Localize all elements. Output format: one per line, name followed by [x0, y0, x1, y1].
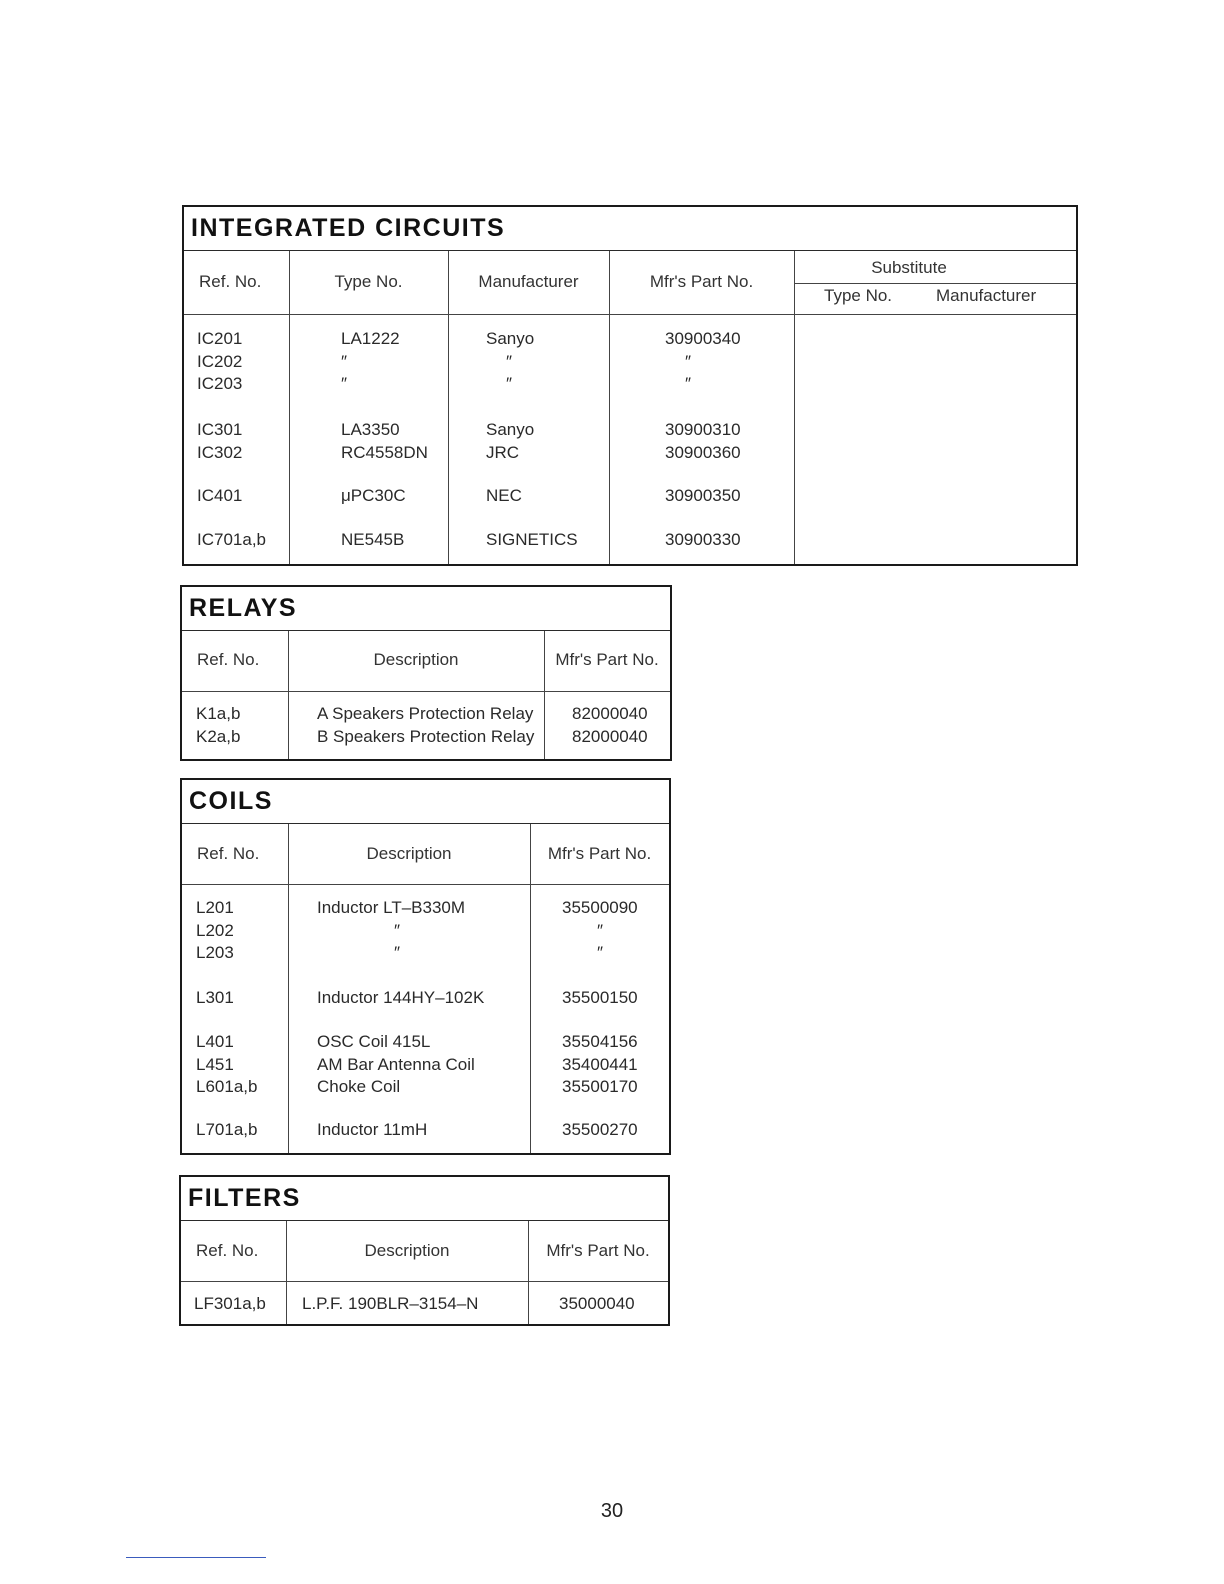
ic-group-1-type	[341, 328, 400, 396]
integrated-circuits-table	[182, 205, 1078, 566]
filters-header-description: Description	[364, 1241, 450, 1260]
description-cell: Inductor 11mH	[317, 1120, 428, 1139]
ref-cell: K1a,b	[196, 704, 241, 723]
ic-header-sub-manufacturer: Manufacturer	[936, 286, 1037, 305]
description-cell: L.P.F. 190BLR–3154–N	[302, 1294, 479, 1313]
ic-header-manufacturer: Manufacturer	[478, 272, 579, 291]
description-cell: ″	[394, 920, 401, 940]
ic-group-3-ref	[197, 485, 242, 508]
ic-group-1-part	[665, 328, 741, 396]
ic-group-3-type	[341, 485, 406, 508]
manufacturer-cell: Sanyo	[486, 329, 535, 348]
manufacturer-cell: ″	[506, 351, 513, 371]
manufacturer-cell: SIGNETICS	[486, 530, 578, 549]
ic-group-1-ref	[197, 328, 242, 396]
filters-group-1-desc	[302, 1293, 478, 1316]
description-cell: OSC Coil 415L	[317, 1032, 431, 1051]
coils-table	[180, 778, 671, 1155]
relays-header-mfr-part-no: Mfr's Part No.	[555, 650, 659, 669]
ref-cell: IC202	[197, 351, 243, 371]
part-cell: 35500270	[562, 1120, 638, 1139]
coils-group-2-part	[562, 987, 638, 1010]
part-cell: 30900340	[665, 329, 741, 348]
part-cell: 35000040	[559, 1294, 635, 1313]
manufacturer-cell: Sanyo	[486, 420, 535, 439]
type-cell: ″	[341, 351, 348, 371]
ref-cell: K2a,b	[196, 726, 241, 746]
relays-title: RELAYS	[182, 587, 670, 631]
filters-table	[179, 1175, 670, 1326]
ic-col-divider-3	[609, 251, 610, 564]
ic-group-1-mfr	[486, 328, 534, 396]
description-cell: A Speakers Protection Relay	[317, 704, 534, 723]
coils-group-3-ref	[196, 1031, 257, 1099]
part-cell: 82000040	[572, 726, 648, 746]
coils-header-description: Description	[366, 844, 452, 863]
type-cell: LA3350	[341, 420, 400, 439]
coils-group-3-desc	[317, 1031, 475, 1099]
filters-title: FILTERS	[181, 1177, 668, 1221]
ic-group-2-mfr	[486, 419, 534, 464]
part-cell: ″	[685, 351, 692, 371]
ic-group-3-part	[665, 485, 741, 508]
coils-group-2-desc	[317, 987, 484, 1010]
filters-group-1-ref	[194, 1293, 266, 1316]
type-cell: LA1222	[341, 329, 400, 348]
coils-group-4-part	[562, 1119, 638, 1142]
manufacturer-cell: NEC	[486, 486, 522, 505]
ic-col-divider-4	[794, 251, 795, 564]
ic-header-mfr-part-no: Mfr's Part No.	[649, 272, 754, 291]
filters-group-1-part	[559, 1293, 635, 1316]
part-cell: 35400441	[562, 1054, 638, 1074]
relays-group-1-part	[572, 703, 648, 748]
coils-group-4-desc	[317, 1119, 427, 1142]
relays-group-1-ref	[196, 703, 240, 748]
coils-title: COILS	[182, 780, 669, 824]
ref-cell: IC201	[197, 329, 243, 348]
coils-col-divider-2	[530, 824, 531, 1153]
ref-cell: IC401	[197, 486, 243, 505]
ref-cell: L301	[196, 988, 234, 1007]
ic-col-divider-2	[448, 251, 449, 564]
part-cell: 30900350	[665, 486, 741, 505]
relays-header-description: Description	[373, 650, 459, 669]
ref-cell: IC701a,b	[197, 530, 266, 549]
ic-header-substitute: Substitute	[871, 258, 947, 277]
ref-cell: IC302	[197, 442, 243, 462]
ref-cell: L451	[196, 1054, 234, 1074]
ic-group-4-type	[341, 529, 404, 552]
coils-group-2-ref	[196, 987, 234, 1010]
page-number: 30	[600, 1500, 624, 1522]
ic-group-2-part	[665, 419, 741, 464]
part-cell: 35500170	[562, 1077, 638, 1096]
ic-group-2-type	[341, 419, 428, 464]
ic-header-ref-no: Ref. No.	[199, 272, 262, 291]
coils-group-1-desc	[317, 897, 465, 965]
ref-cell: L203	[196, 943, 234, 962]
part-cell: 35500150	[562, 988, 638, 1007]
coils-header-ref-no: Ref. No.	[197, 844, 260, 863]
relays-header-ref-no: Ref. No.	[197, 650, 260, 669]
description-cell: Choke Coil	[317, 1077, 401, 1096]
coils-group-3-part	[562, 1031, 638, 1099]
filters-col-divider-1	[286, 1221, 287, 1324]
manufacturer-cell: JRC	[486, 442, 520, 462]
ref-cell: L401	[196, 1032, 234, 1051]
description-cell: Inductor 144HY–102K	[317, 988, 485, 1007]
coils-group-4-ref	[196, 1119, 257, 1142]
ic-header-divider	[184, 314, 1076, 315]
ref-cell: L601a,b	[196, 1077, 258, 1096]
ref-cell: L201	[196, 898, 234, 917]
integrated-circuits-title: INTEGRATED CIRCUITS	[184, 207, 1076, 251]
part-cell: ″	[597, 920, 604, 940]
coils-group-1-ref	[196, 897, 234, 965]
ic-group-4-ref	[197, 529, 266, 552]
part-cell: 35500090	[562, 898, 638, 917]
coils-col-divider-1	[288, 824, 289, 1153]
ic-group-2-ref	[197, 419, 242, 464]
type-cell: μPC30C	[341, 486, 406, 505]
ic-substitute-divider	[794, 283, 1076, 284]
manufacturer-cell: ″	[506, 374, 513, 393]
part-cell: 82000040	[572, 704, 648, 723]
part-cell: 30900330	[665, 530, 741, 549]
part-cell: ″	[597, 943, 604, 962]
filters-header-mfr-part-no: Mfr's Part No.	[546, 1241, 650, 1260]
part-cell: ″	[685, 374, 692, 393]
ic-group-4-part	[665, 529, 741, 552]
filters-col-divider-2	[528, 1221, 529, 1324]
description-cell: AM Bar Antenna Coil	[317, 1054, 475, 1074]
ic-header-sub-type-no: Type No.	[824, 286, 893, 305]
coils-group-1-part	[562, 897, 638, 965]
description-cell: ″	[394, 943, 401, 962]
ic-header-type-no: Type No.	[334, 272, 403, 291]
ref-cell: L701a,b	[196, 1120, 258, 1139]
relays-group-1-desc	[317, 703, 534, 748]
ref-cell: IC203	[197, 374, 243, 393]
description-cell: Inductor LT–B330M	[317, 898, 466, 917]
part-cell: 30900360	[665, 442, 741, 462]
ref-cell: L202	[196, 920, 234, 940]
ic-group-3-mfr	[486, 485, 522, 508]
ic-col-divider-1	[289, 251, 290, 564]
filters-header-divider	[181, 1281, 668, 1282]
coils-header-mfr-part-no: Mfr's Part No.	[547, 844, 652, 863]
part-cell: 35504156	[562, 1032, 638, 1051]
filters-header-ref-no: Ref. No.	[196, 1241, 259, 1260]
type-cell: NE545B	[341, 530, 405, 549]
description-cell: B Speakers Protection Relay	[317, 726, 535, 746]
coils-header-divider	[182, 884, 669, 885]
ref-cell: LF301a,b	[194, 1294, 266, 1313]
ref-cell: IC301	[197, 420, 243, 439]
type-cell: ″	[341, 374, 348, 393]
ic-group-4-mfr	[486, 529, 578, 552]
relays-table	[180, 585, 672, 761]
part-cell: 30900310	[665, 420, 741, 439]
type-cell: RC4558DN	[341, 442, 428, 462]
footer-rule	[126, 1557, 266, 1558]
relays-header-divider	[182, 691, 670, 692]
